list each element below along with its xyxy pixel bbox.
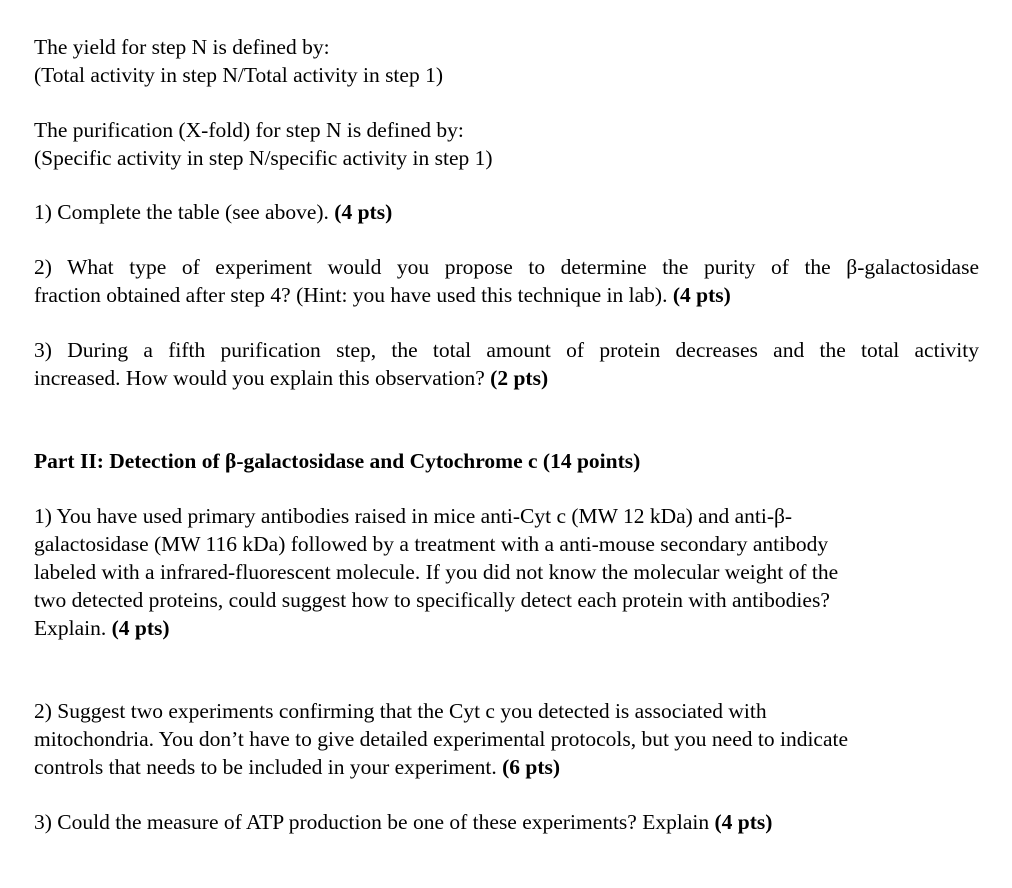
part1-q3-line1: 3) During a fifth purification step, the total amount of protein decreases and the total activity [34,338,979,362]
part2-q1-line5: Explain. [34,616,112,640]
part1-q3-points: (2 pts) [490,366,549,390]
document-page [34,33,979,836]
part1-q2-line1: 2) What type of experiment would you propose to determine the purity of the β-galactosidase [34,255,979,279]
yield-definition [34,33,979,89]
part1-q3-line2: increased. How would you explain this observation? [34,366,491,390]
part2-q1-line1: 1) You have used primary antibodies raised in mice anti-Cyt c (MW 12 kDa) and anti-β- [34,504,793,528]
part2-question-2 [34,697,979,781]
yield-definition-formula: (Total activity in step N/Total activity in step 1) [34,63,443,87]
part1-q2-line2: fraction obtained after step 4? (Hint: you have used this technique in lab). [34,283,673,307]
part2-heading: Part II: Detection of β-galactosidase and Cytochrome c (14 points) [34,449,641,473]
yield-definition-title: The yield for step N is defined by: [34,35,330,59]
part2-q1-line3: labeled with a infrared-fluorescent molecule. If you did not know the molecular weight of the [34,560,839,584]
part2-q2-line3: controls that needs to be included in your experiment. [34,755,503,779]
part2-question-3 [34,808,979,836]
purification-definition [34,116,979,172]
part1-question-3 [34,336,979,392]
part1-q1-points: (4 pts) [334,200,393,224]
part1-q2-points: (4 pts) [672,283,731,307]
part1-q1-text: 1) Complete the table (see above). [34,200,335,224]
part2-q1-points: (4 pts) [111,616,170,640]
part2-q1-line2: galactosidase (MW 116 kDa) followed by a treatment with a anti-mouse secondary antibody [34,532,829,556]
part2-q2-line1: 2) Suggest two experiments confirming that the Cyt c you detected is associated with [34,699,767,723]
purification-definition-formula: (Specific activity in step N/specific activity in step 1) [34,146,493,170]
part2-q2-line2: mitochondria. You don’t have to give detailed experimental protocols, but you need to indicate [34,727,849,751]
part1-question-2 [34,253,979,309]
part2-q3-text: 3) Could the measure of ATP production be one of these experiments? Explain [34,810,715,834]
purification-definition-title: The purification (X-fold) for step N is defined by: [34,118,464,142]
part2-q1-line4: two detected proteins, could suggest how to specifically detect each protein with antibodies? [34,588,830,612]
part2-q2-points: (6 pts) [502,755,561,779]
part2-q3-points: (4 pts) [714,810,773,834]
part2-heading-block [34,447,979,475]
part1-question-1 [34,198,979,226]
part2-question-1 [34,502,979,642]
